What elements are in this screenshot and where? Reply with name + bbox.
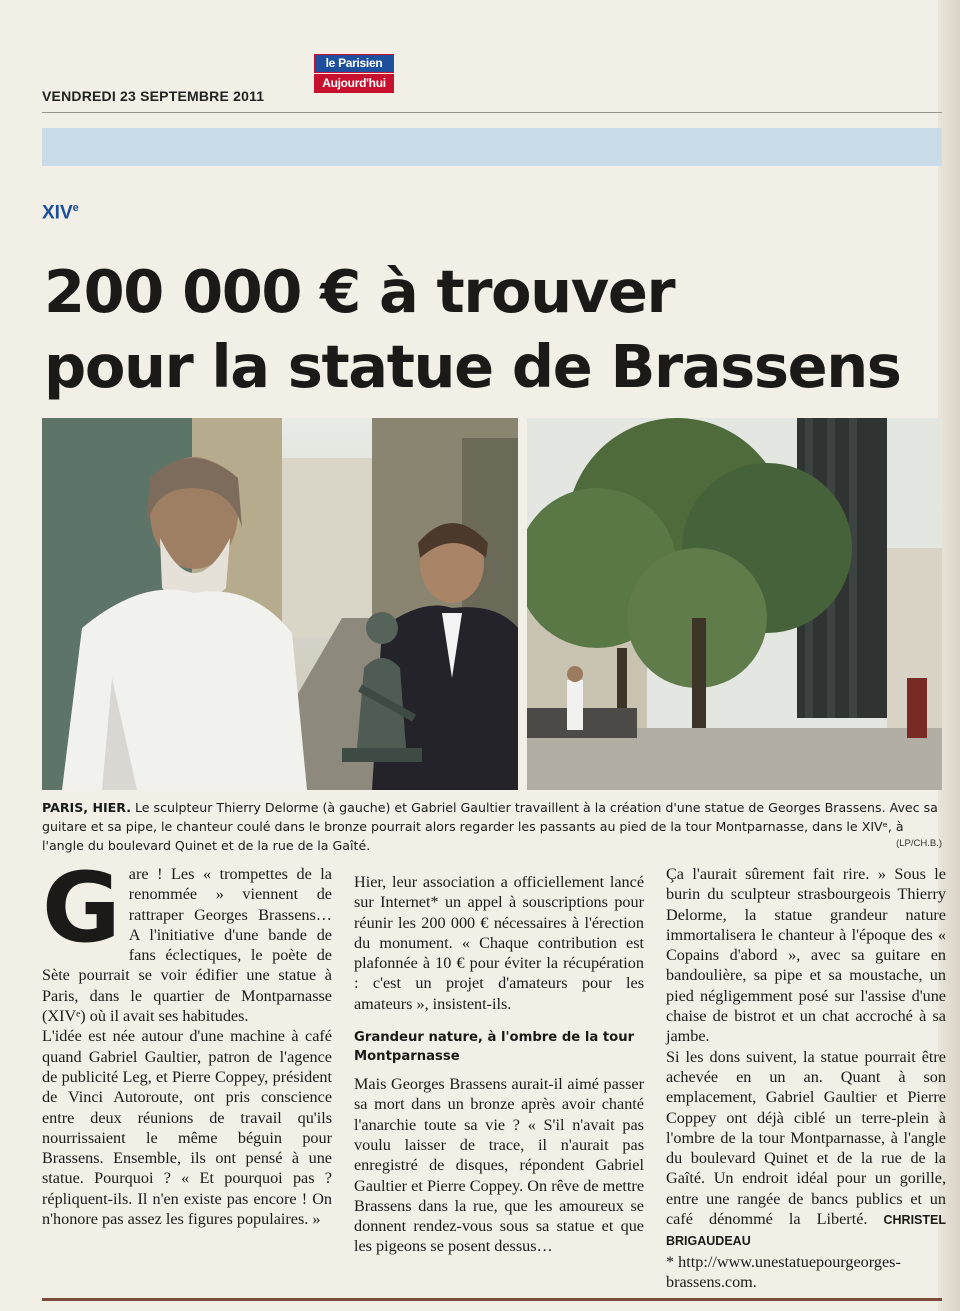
byline: CHRISTEL BRIGAUDEAU [666,1213,946,1249]
subhead: Grandeur nature, à l'ombre de la tour Montparnasse [354,1030,635,1065]
column-3 [666,864,946,1292]
photo-montparnasse-square [527,418,942,790]
column-1 [42,852,332,1229]
photo-credit: (LP/CH.B.) [896,838,942,849]
header-rule [42,112,942,113]
col2-paragraph-1: Hier, leur association a officiellement lancé sur Internet* un appel à souscriptions pour réunir les 200 000 € nécessaires à l'érection du monument. « Chaque contribution est plafonnée à 10 € pour éviter la récupération : c'est un projet d'amateurs pour les amateurs », insistent-ils. [354,873,644,1013]
bottom-rule [42,1298,942,1301]
caption-lead: PARIS, HIER. [42,800,131,815]
dateline: VENDREDI 23 SEPTEMBRE 2011 [42,88,265,104]
col3-paragraph-1: Ça l'aurait sûrement fait rire. » Sous le burin du sculpteur strasbourgeois Thierry Delorme, la statue grandeur nature immortalisera le chanteur à l'époque des « Copains d'abord », avec sa guitare en bandoulière, sa pipe et sa moustache, un pied négligemment posé sur l'assise d'une chaise de bistrot et un chat accroché à sa jambe. [666,865,946,1046]
logo-bottom: Aujourd'hui [314,74,394,93]
section-sup: e [72,202,79,214]
col3-paragraph-2 [666,1047,946,1252]
col1-paragraph-1: are ! Les « trompettes de la renommée » viennent de rattraper Georges Brassens… A l'initiative d'une bande de fans éclectiques, le poète de Sète pourrait se voir édifier une statue à Paris, dans le quartier de Montparnasse (XIVᵉ) où il avait ses habitudes. [42,865,332,1026]
photo-caption [42,798,942,855]
headline [44,254,944,404]
photo-sculptor-and-statuette [42,418,518,790]
col2-paragraph-2: Mais Georges Brassens aurait-il aimé passer sa mort dans un bronze après avoir chanté l'anarchie toute sa vie ? « S'il n'avait pas voulu laisser de trace, il n'aurait pas enregistré de disques, répondent Gabriel Gaultier et Pierre Coppey. On rêve de mettre Brassens dans la rue, que les amoureux se donnent rendez-vous sous sa statue et que les pigeons se posent dessus… [354,1075,644,1256]
caption-text: Le sculpteur Thierry Delorme (à gauche) et Gabriel Gaultier travaillent à la création d'une statue de Georges Brassens. Avec sa guitare et sa pipe, le chanteur coulé dans le bronze pourrait alors regarder les passants au pied de la tour Montparnasse, dans le XIVᵉ, à l'angle du boulevard Quinet et de la rue de la Gaîté. [42,800,938,853]
header-band [42,128,942,166]
dropcap: G [42,852,121,964]
column-2 [354,872,644,1257]
col3-paragraph-2-text: Si les dons suivent, la statue pourrait être achevée en un an. Quant à son emplacement, Gabriel Gaultier et Pierre Coppey ont déjà ciblé un terre-plein à l'ombre de la tour Montparnasse, à l'angle du boulevard Quinet et de la rue de la Gaîté. Un endroit idéal pour un gorille, entre une rangée de bancs publics et un café dénommé la Liberté. [666,1047,946,1229]
section-label: XIV [42,202,73,224]
col1-paragraph-2: L'idée est née autour d'une machine à café quand Gabriel Gaultier, patron de l'agence de publicité Leg, et Pierre Coppey, président de Vinci Autoroute, ont pris conscience entre deux réunions de travail qu'ils nourrissaient le même béguin pour Brassens. Ensemble, ils ont pensé à une statue. Pourquoi ? « Et pourquoi pas ? répliquent-ils. Il n'en existe pas encore ! On n'honore pas assez les figures populaires. » [42,1027,332,1229]
newspaper-logo [314,54,394,96]
footnote: * http://www.unestatuepourgeorges-brassens.com. [666,1252,901,1291]
logo-top: le Parisien [314,54,394,73]
section-tag [42,202,79,224]
headline-line2: pour la statue de Brassens [44,332,901,401]
headline-line1: 200 000 € à trouver [44,257,675,326]
